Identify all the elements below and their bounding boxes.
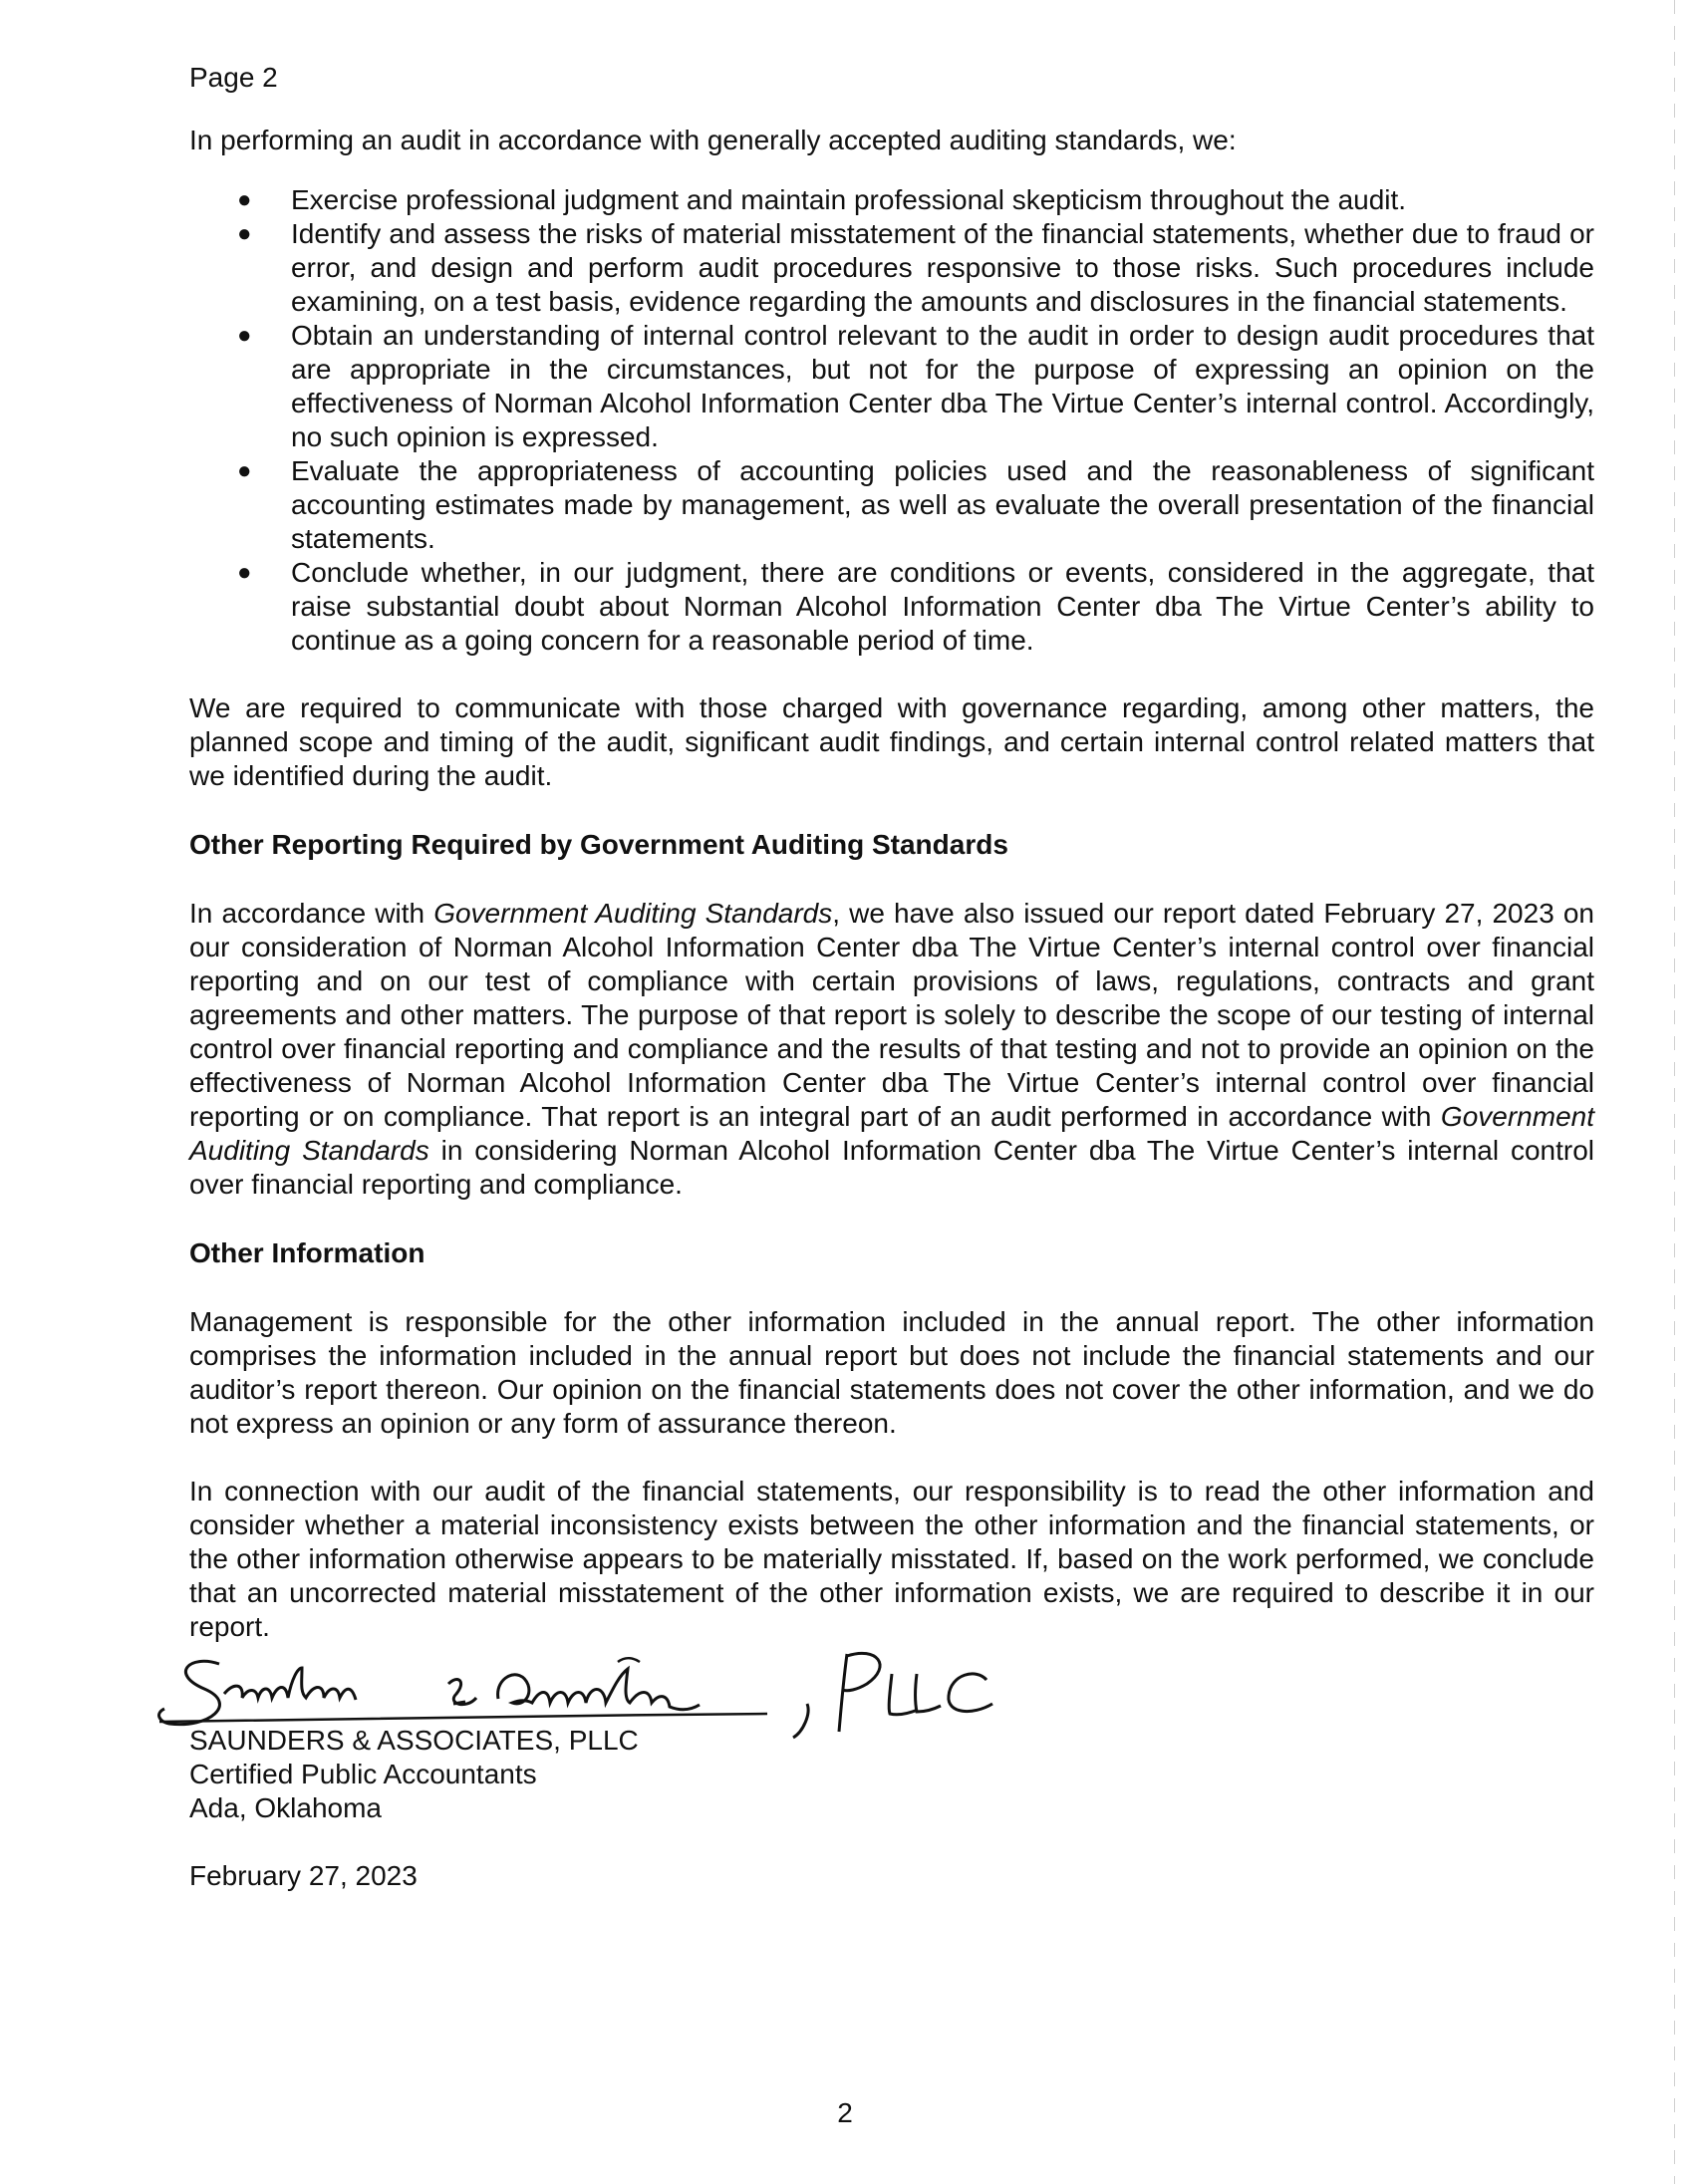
bullet-icon: ● <box>237 559 252 586</box>
intro-paragraph: In performing an audit in accordance with generally accepted auditing standards, we: <box>189 125 1237 155</box>
section-heading-government-auditing: Other Reporting Required by Government Auditing Standards <box>189 829 1008 860</box>
list-item-text: Evaluate the appropriateness of accounting policies used and the reasonableness of significant accounting estimates made by management, as well as evaluate the overall presentation of the financial statements. <box>291 455 1594 554</box>
section-heading-other-information: Other Information <box>189 1237 425 1268</box>
bullet-icon: ● <box>237 457 252 484</box>
list-item <box>189 556 1594 658</box>
list-item-text: Identify and assess the risks of material misstatement of the financial statements, whether due to fraud or error, and design and perform audit procedures responsive to those risks. Such procedures include examining, on a test basis, evidence regarding the amounts and disclosures in the financial statements. <box>291 218 1594 317</box>
bullet-icon: ● <box>237 322 252 349</box>
gas-text-c: in considering Norman Alcohol Information Center dba The Virtue Center’s internal control over financial reporting and compliance. <box>189 1135 1594 1200</box>
firm-title: Certified Public Accountants <box>189 1759 537 1789</box>
firm-location: Ada, Oklahoma <box>189 1792 382 1823</box>
list-item-text: Conclude whether, in our judgment, there are conditions or events, considered in the aggregate, that raise substantial doubt about Norman Alcohol Information Center dba The Virtue Center’s ability to continue as a going concern for a reasonable period of time. <box>291 557 1594 656</box>
gas-text-b: , we have also issued our report dated February 27, 2023 on our consideration of Norman Alcohol Information Center dba The Virtue Center’s internal control over financial reporting and on our test of compliance with certain provisions of laws, regulations, contracts and grant agreements and other matters. The purpose of that report is solely to describe the scope of our testing of internal control over financial reporting and compliance and the results of that testing and not to provide an opinion on the effectiveness of Norman Alcohol Information Center dba The Virtue Center’s internal control over financial reporting or on compliance. That report is an integral part of an audit performed in accordance with <box>189 898 1595 1132</box>
other-information-paragraph-1: Management is responsible for the other information included in the annual report. The other information comprises the information included in the annual report but does not include the financial statements and our auditor’s report thereon. Our opinion on the financial statements does not cover the other information, and we do not express an opinion or any form of assurance thereon. <box>189 1306 1594 1439</box>
list-item <box>189 319 1594 454</box>
list-item <box>189 183 1594 217</box>
list-item-text: Obtain an understanding of internal control relevant to the audit in order to design audit procedures that are appropriate in the circumstances, but not for the purpose of expressing an opinion on the effectiveness of Norman Alcohol Information Center dba The Virtue Center’s internal control. Accordingly, no such opinion is expressed. <box>291 320 1594 452</box>
signature-block <box>189 1644 1594 1724</box>
gas-italic-title: Government Auditing Standards <box>433 898 833 929</box>
list-item-text: Exercise professional judgment and maintain professional skepticism throughout the audit. <box>291 184 1407 215</box>
scan-edge-artifact <box>1674 0 1675 2184</box>
gas-text-a: In accordance with <box>189 898 434 929</box>
list-item <box>189 454 1594 556</box>
audit-procedures-list <box>189 183 1594 658</box>
bullet-icon: ● <box>237 186 252 213</box>
firm-name: SAUNDERS & ASSOCIATES, PLLC <box>189 1725 639 1756</box>
gas-italic-title-2: Government Auditing Standards <box>189 1101 1594 1166</box>
list-item <box>189 217 1594 319</box>
page-label: Page 2 <box>189 62 278 93</box>
other-information-paragraph-2: In connection with our audit of the financial statements, our responsibility is to read the other information and consider whether a material inconsistency exists between the other information and the financial statements, or the other information otherwise appears to be materially misstated. If, based on the work performed, we conclude that an uncorrected material misstatement of the other information exists, we are required to describe it in our report. <box>189 1476 1594 1642</box>
bullet-icon: ● <box>237 220 252 247</box>
document-body <box>189 60 1594 1893</box>
governance-paragraph: We are required to communicate with those charged with governance regarding, among other matters, the planned scope and timing of the audit, significant audit findings, and certain internal control related matters that we identified during the audit. <box>189 692 1594 791</box>
page-number: 2 <box>837 2097 853 2128</box>
report-date: February 27, 2023 <box>189 1860 418 1891</box>
handwritten-signature <box>149 1634 1046 1744</box>
government-auditing-paragraph <box>189 897 1594 1202</box>
